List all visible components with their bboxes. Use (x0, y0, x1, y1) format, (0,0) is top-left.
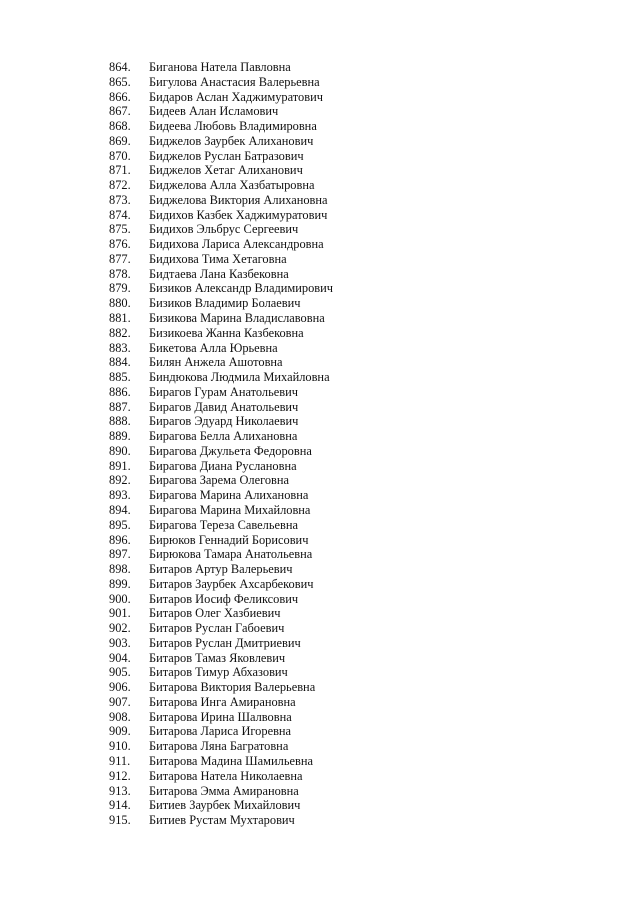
list-item-name: Биджелов Руслан Батразович (149, 148, 304, 163)
list-item (106, 311, 333, 326)
list-item-name: Биджелов Заурбек Алиханович (149, 133, 314, 148)
list-item-name: Биндюкова Людмила Михайловна (149, 370, 330, 385)
list-item-number: 903. (109, 635, 131, 650)
list-item-number: 880. (109, 296, 131, 311)
list-item-name: Бизикова Марина Владиславовна (149, 311, 325, 326)
list-item-name: Битаров Тамаз Яковлевич (149, 650, 286, 665)
list-item-name: Бирагов Гурам Анатольевич (149, 384, 298, 399)
list-item-number: 890. (109, 443, 131, 458)
list-item-number: 896. (109, 532, 131, 547)
list-item-number: 876. (109, 237, 131, 252)
list-item (106, 281, 333, 296)
list-item (106, 267, 333, 282)
list-item-number: 913. (109, 783, 131, 798)
list-item-name: Бирагов Эдуард Николаевич (149, 414, 299, 429)
list-item (106, 252, 333, 267)
list-item (106, 680, 333, 695)
list-item-name: Бирюкова Тамара Анатольевна (149, 547, 313, 562)
list-item (106, 769, 333, 784)
list-item-name: Бирагов Давид Анатольевич (149, 399, 299, 414)
list-item (106, 163, 333, 178)
list-item (106, 60, 333, 75)
list-item-number: 872. (109, 178, 131, 193)
list-item-number: 885. (109, 370, 131, 385)
list-item-name: Битарова Эмма Амирановна (149, 783, 299, 798)
list-item-number: 909. (109, 724, 131, 739)
list-item (106, 90, 333, 105)
list-item-name: Битарова Виктория Валерьевна (149, 680, 316, 695)
list-item-name: Бизикоева Жанна Казбековна (149, 325, 304, 340)
list-item (106, 341, 333, 356)
list-item (106, 208, 333, 223)
list-item-name: Битаров Заурбек Ахсарбекович (149, 576, 314, 591)
list-item-number: 904. (109, 650, 131, 665)
list-item (106, 784, 333, 799)
list-item-name: Битиев Заурбек Михайлович (149, 798, 301, 813)
list-item-name: Бирагова Тереза Савельевна (149, 517, 298, 532)
list-item-name: Бидеев Алан Исламович (149, 104, 279, 119)
list-item-number: 867. (109, 104, 131, 119)
list-item (106, 104, 333, 119)
list-item-name: Биджелова Алла Хазбатыровна (149, 178, 315, 193)
list-item (106, 621, 333, 636)
list-item (106, 473, 333, 488)
list-item-name: Битиев Рустам Мухтарович (149, 813, 295, 828)
list-item (106, 813, 333, 828)
list-item (106, 636, 333, 651)
list-item-number: 895. (109, 517, 131, 532)
list-item (106, 414, 333, 429)
list-item-name: Биганова Натела Павловна (149, 60, 291, 74)
list-item-number: 907. (109, 694, 131, 709)
list-item (106, 665, 333, 680)
list-item (106, 651, 333, 666)
list-item-name: Бирагова Белла Алихановна (149, 429, 298, 444)
list-item-name: Бизиков Александр Владимирович (149, 281, 333, 296)
list-item-number: 877. (109, 251, 131, 266)
list-item-name: Бизиков Владимир Болаевич (149, 296, 301, 311)
list-item-number: 900. (109, 591, 131, 606)
list-item-number: 901. (109, 606, 131, 621)
list-item-name: Бикетова Алла Юрьевна (149, 340, 278, 355)
list-item-number: 888. (109, 414, 131, 429)
list-item-name: Битарова Инга Амирановна (149, 694, 296, 709)
list-item-name: Бидихов Казбек Хаджимуратович (149, 207, 328, 222)
list-item-number: 893. (109, 488, 131, 503)
list-item-name: Битаров Иосиф Феликсович (149, 591, 299, 606)
list-item-number: 878. (109, 266, 131, 281)
list-item-number: 899. (109, 576, 131, 591)
list-item-name: Бидихова Лариса Александровна (149, 237, 324, 252)
list-item-number: 911. (109, 753, 131, 768)
list-item-name: Бирагова Зарема Олеговна (149, 473, 290, 488)
list-item (106, 237, 333, 252)
list-item-name: Бирагова Марина Михайловна (149, 502, 311, 517)
list-item (106, 222, 333, 237)
list-item-name: Бирагова Джульета Федоровна (149, 443, 312, 458)
list-item-number: 902. (109, 621, 131, 636)
numbered-name-list (106, 60, 333, 828)
list-item (106, 193, 333, 208)
list-item-name: Битарова Мадина Шамильевна (149, 753, 313, 768)
list-item-name: Битаров Олег Хазбиевич (149, 606, 281, 621)
list-item-name: Бидтаева Лана Казбековна (149, 266, 289, 281)
list-item-name: Бидаров Аслан Хаджимуратович (149, 89, 323, 104)
list-item-number: 886. (109, 384, 131, 399)
list-item-number: 882. (109, 325, 131, 340)
list-item-name: Битаров Руслан Габоевич (149, 621, 285, 636)
list-item (106, 606, 333, 621)
list-item-number: 915. (109, 813, 131, 828)
list-item (106, 533, 333, 548)
list-item (106, 119, 333, 134)
list-item-name: Битарова Ирина Шалвовна (149, 709, 292, 724)
list-item-number: 869. (109, 133, 131, 148)
list-item (106, 459, 333, 474)
list-item (106, 488, 333, 503)
list-item (106, 710, 333, 725)
list-item (106, 149, 333, 164)
list-item-name: Билян Анжела Ашотовна (149, 355, 283, 370)
list-item (106, 739, 333, 754)
list-item-name: Битаров Тимур Абхазович (149, 665, 288, 680)
list-item-number: 891. (109, 458, 131, 473)
list-item-name: Бирюков Геннадий Борисович (149, 532, 309, 547)
list-item-name: Битарова Лариса Игоревна (149, 724, 292, 739)
list-item (106, 178, 333, 193)
list-item (106, 724, 333, 739)
list-item-name: Битарова Ляна Багратовна (149, 739, 289, 754)
list-item-number: 908. (109, 709, 131, 724)
list-item-number: 889. (109, 429, 131, 444)
list-item-number: 910. (109, 739, 131, 754)
list-item-number: 879. (109, 281, 131, 296)
list-item (106, 370, 333, 385)
list-item-name: Битарова Натела Николаевна (149, 768, 303, 783)
list-item (106, 134, 333, 149)
list-item (106, 400, 333, 415)
list-item (106, 444, 333, 459)
list-item (106, 592, 333, 607)
list-item (106, 355, 333, 370)
list-item-number: 866. (109, 89, 131, 104)
list-item-number: 912. (109, 768, 131, 783)
list-item (106, 385, 333, 400)
list-item-name: Биджелова Виктория Алихановна (149, 192, 328, 207)
list-item-name: Биджелов Хетаг Алиханович (149, 163, 303, 178)
list-item (106, 562, 333, 577)
list-item-number: 871. (109, 163, 131, 178)
list-item-number: 897. (109, 547, 131, 562)
list-item-name: Бидихова Тима Хетаговна (149, 251, 287, 266)
list-item-name: Битаров Руслан Дмитриевич (149, 635, 301, 650)
list-item-number: 883. (109, 340, 131, 355)
list-item-number: 892. (109, 473, 131, 488)
list-item-name: Битаров Артур Валерьевич (149, 562, 293, 577)
list-item (106, 75, 333, 90)
list-item (106, 296, 333, 311)
list-item (106, 547, 333, 562)
list-item-number: 914. (109, 798, 131, 813)
list-item-number: 884. (109, 355, 131, 370)
list-item-number: 864. (109, 60, 131, 74)
list-item-number: 870. (109, 148, 131, 163)
list-item (106, 577, 333, 592)
list-item-number: 874. (109, 207, 131, 222)
list-item-number: 873. (109, 192, 131, 207)
list-item-number: 905. (109, 665, 131, 680)
list-item (106, 429, 333, 444)
list-item (106, 754, 333, 769)
list-item-name: Бирагова Диана Руслановна (149, 458, 297, 473)
list-item-name: Бидеева Любовь Владимировна (149, 119, 317, 134)
list-item-name: Бирагова Марина Алихановна (149, 488, 309, 503)
list-item-number: 868. (109, 119, 131, 134)
list-item-number: 898. (109, 562, 131, 577)
list-item-number: 875. (109, 222, 131, 237)
list-item (106, 518, 333, 533)
list-item-number: 887. (109, 399, 131, 414)
list-item (106, 503, 333, 518)
list-item-name: Бигулова Анастасия Валерьевна (149, 74, 320, 89)
list-item (106, 798, 333, 813)
list-item-number: 906. (109, 680, 131, 695)
list-item (106, 695, 333, 710)
list-item (106, 326, 333, 341)
list-item-number: 881. (109, 311, 131, 326)
list-item-number: 894. (109, 502, 131, 517)
list-item-name: Бидихов Эльбрус Сергеевич (149, 222, 299, 237)
list-item-number: 865. (109, 74, 131, 89)
